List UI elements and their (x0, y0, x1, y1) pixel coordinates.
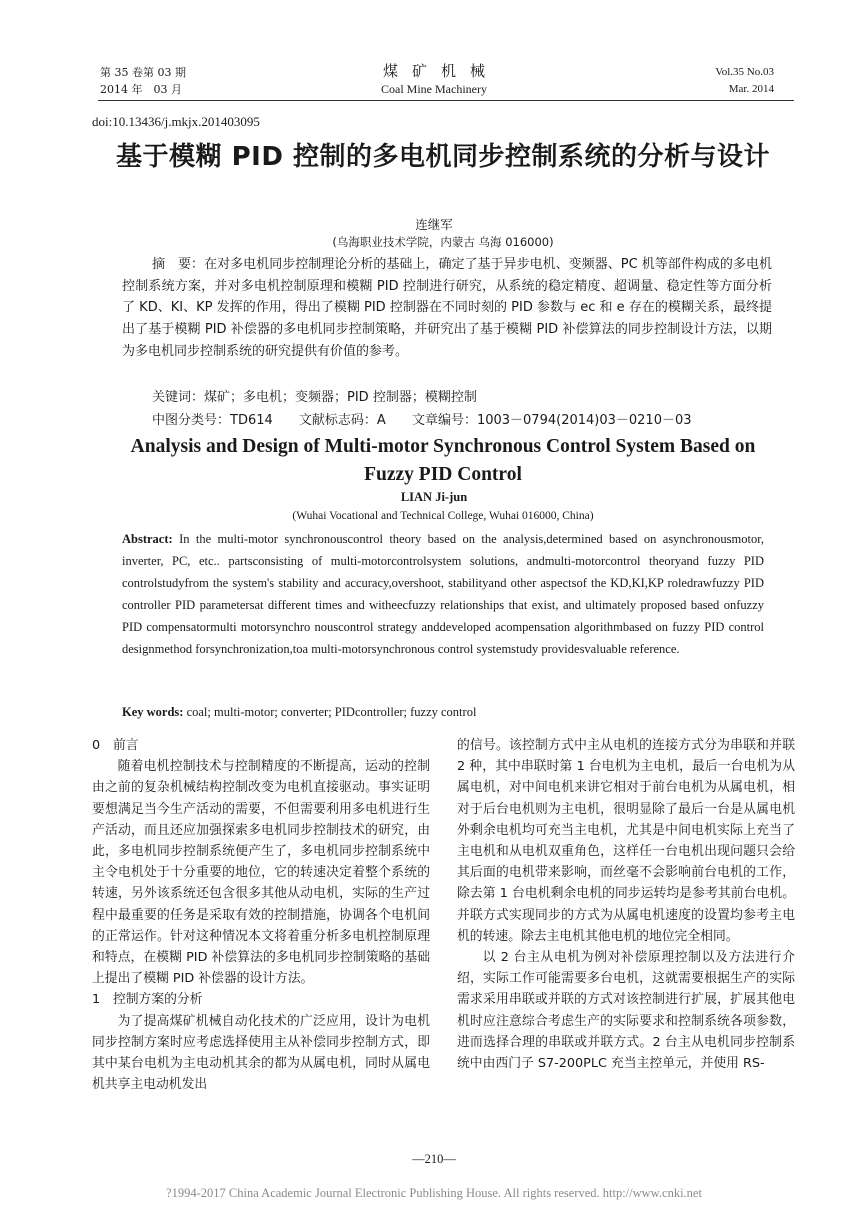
right-paragraph-2: 以 2 台主从电机为例对补偿原理控制以及方法进行介绍，实际工作可能需要多台电机，这就需要根据生产的实际需求采用串联或并联的方式对该控制进行扩展，扩展其他电机时应注意综合考虑生产的实际要求和控制系统各项参数，进而选择合理的串联或并联方式。2 台主从电机同步控制系统中由西门子 S7-200PLC 充当主控单元，并使用 RS- (457, 950, 795, 1072)
abstract-cn-label: 摘 要： (152, 257, 205, 272)
document-code: 文献标志码：A (298, 413, 386, 428)
abstract-en-text: In the multi-motor synchronouscontrol theory based on the analysis,determined based on asynchronousmotor, inverter, PC, etc.. partsconsisting of multi-motorcontrolsystem solutions, andmulti-motorcontrol theoryand fuzzy PID controlstudyfrom the system's stability and accuracy,overshoot, stabilityand other aspectsof the KD,KI,KP roledrawfuzzy PID controller PID parametersat different times and witheecfuzzy relationships that exist, and ultimately proposed based onfuzzy PID compensatormulti motorsynchro nouscontrol strategy anddeveloped acompensation algorithmbased on fuzzy PID control designmethod forsynchronization,toa multi-motorsynchronous control systemstudy providesvaluable reference. (122, 532, 764, 656)
classification-line (152, 410, 772, 431)
journal-name-cn: 煤矿机械 (382, 62, 499, 80)
body-column-right (457, 735, 795, 1074)
abstract-en (122, 528, 764, 660)
keywords-en-label: Key words: (122, 705, 184, 719)
section-1-paragraph: 为了提高煤矿机械自动化技术的广泛应用，设计为电机同步控制方案时应考虑选择使用主从补偿同步控制方式，即其中某台电机为主电动机其余的都为从属电机，同时从属电机共享主电动机发出 (92, 1013, 430, 1093)
clc-number: 中图分类号：TD614 (152, 413, 273, 428)
volume-issue: 第 35 卷第 03 期 (100, 66, 186, 79)
keywords-en (122, 705, 764, 720)
issue-date-en: Mar. 2014 (728, 83, 774, 95)
doi: doi:10.13436/j.mkjx.201403095 (92, 114, 260, 129)
abstract-cn-text: 在对多电机同步控制理论分析的基础上，确定了基于异步电机、变频器、PC 机等部件构成的多电机控制系统方案，并对多电机控制原理和模糊 PID 控制进行研究，从系统的稳定精度、超调量、稳定性等方面分析了 KD、KI、KP 发挥的作用，得出了模糊 PID 控制器在不同时刻的 PID 参数与 ec 和 e 存在的模糊关系，最终提出了基于模糊 PID 补偿器的多电机同步控制策略，并研究出了基于模糊 PID 补偿算法的同步控制设计方法，以期为多电机同步控制系统的研究提供有价值的参考。 (122, 257, 772, 359)
page-number: —210— (412, 1152, 456, 1166)
keywords-en-text: coal; multi-motor; converter; PIDcontroller; fuzzy control (186, 705, 477, 719)
issue-date-cn: 2014 年 03 月 (100, 83, 182, 96)
right-paragraph-1: 的信号。该控制方式中主从电机的连接方式分为串联和并联 2 种，其中串联时第 1 台电机为主电机，最后一台电机为从属电机，对中间电机来讲它相对于前台电机为从属电机，相对于后台电机则为主电机，很明显除了最后一台是从属电机外剩余电机均可充当主电机，尤其是中间电机实际上充当了主电机和从电机双重角色，这样任一台电机出现问题只会给其后面的电机带来影响，而丝毫不会影响前台电机的工作，除去第 1 台电机剩余电机的同步运转均是参考其前台电机。并联方式实现同步的方式为从属电机速度的设置均参考主电机的转速。除去主电机其他电机的地位完全相同。 (457, 738, 795, 944)
title-en: Analysis and Design of Multi-motor Synchronous Control System Based on Fuzzy PID Control (130, 436, 756, 485)
header-right (610, 64, 774, 98)
section-1-heading: 1 控制方案的分析 (92, 992, 203, 1008)
footer-copyright: ?1994-2017 China Academic Journal Electronic Publishing House. All rights reserved. http://www.cnki.net (166, 1186, 702, 1200)
body-column-left (92, 735, 430, 1095)
header-left (100, 64, 300, 98)
author-en: LIAN Ji-jun (400, 490, 468, 504)
keywords-cn: 关键词：煤矿；多电机；变频器；PID 控制器；模糊控制 (152, 390, 477, 405)
article-number: 文章编号：1003－0794(2014)03－0210－03 (411, 413, 692, 428)
affiliation-en: (Wuhai Vocational and Technical College, Wuhai 016000, China) (292, 510, 594, 522)
abstract-en-label: Abstract: (122, 532, 173, 546)
section-0-paragraph: 随着电机控制技术与控制精度的不断提高，运动的控制由之前的复杂机械结构控制改变为电机直接驱动。事实证明要想满足当今生产活动的需要，不但需要利用多电机进行生产活动，而且还应加强探索多电机同步控制技术的研究，由此，多电机同步控制系统便产生了，多电机同步控制系统中主令电机处于十分重要的地位，它的转速决定着整个系统的转速，另外该系统还包含很多其他从动电机，实际的生产过程中最重要的任务是采取有效的控制措施，协调各个电机间的正常运作。针对这种情况本文将着重分析多电机控制原理和特点，在模糊 PID 补偿算法的多电机同步控制策略的基础上提出了模糊 PID 补偿器的设计方法。 (92, 759, 430, 987)
title-cn: 基于模糊 PID 控制的多电机同步控制系统的分析与设计 (116, 142, 770, 172)
author-cn: 连继军 (415, 217, 453, 232)
header-divider (98, 100, 794, 101)
journal-name-en: Coal Mine Machinery (381, 82, 487, 96)
affiliation-cn: (乌海职业技术学院，内蒙古 乌海 016000) (332, 235, 554, 249)
section-0-heading: 0 前言 (92, 738, 139, 753)
header-center (334, 62, 534, 98)
volume-en: Vol.35 No.03 (715, 66, 774, 78)
abstract-cn (122, 254, 772, 363)
